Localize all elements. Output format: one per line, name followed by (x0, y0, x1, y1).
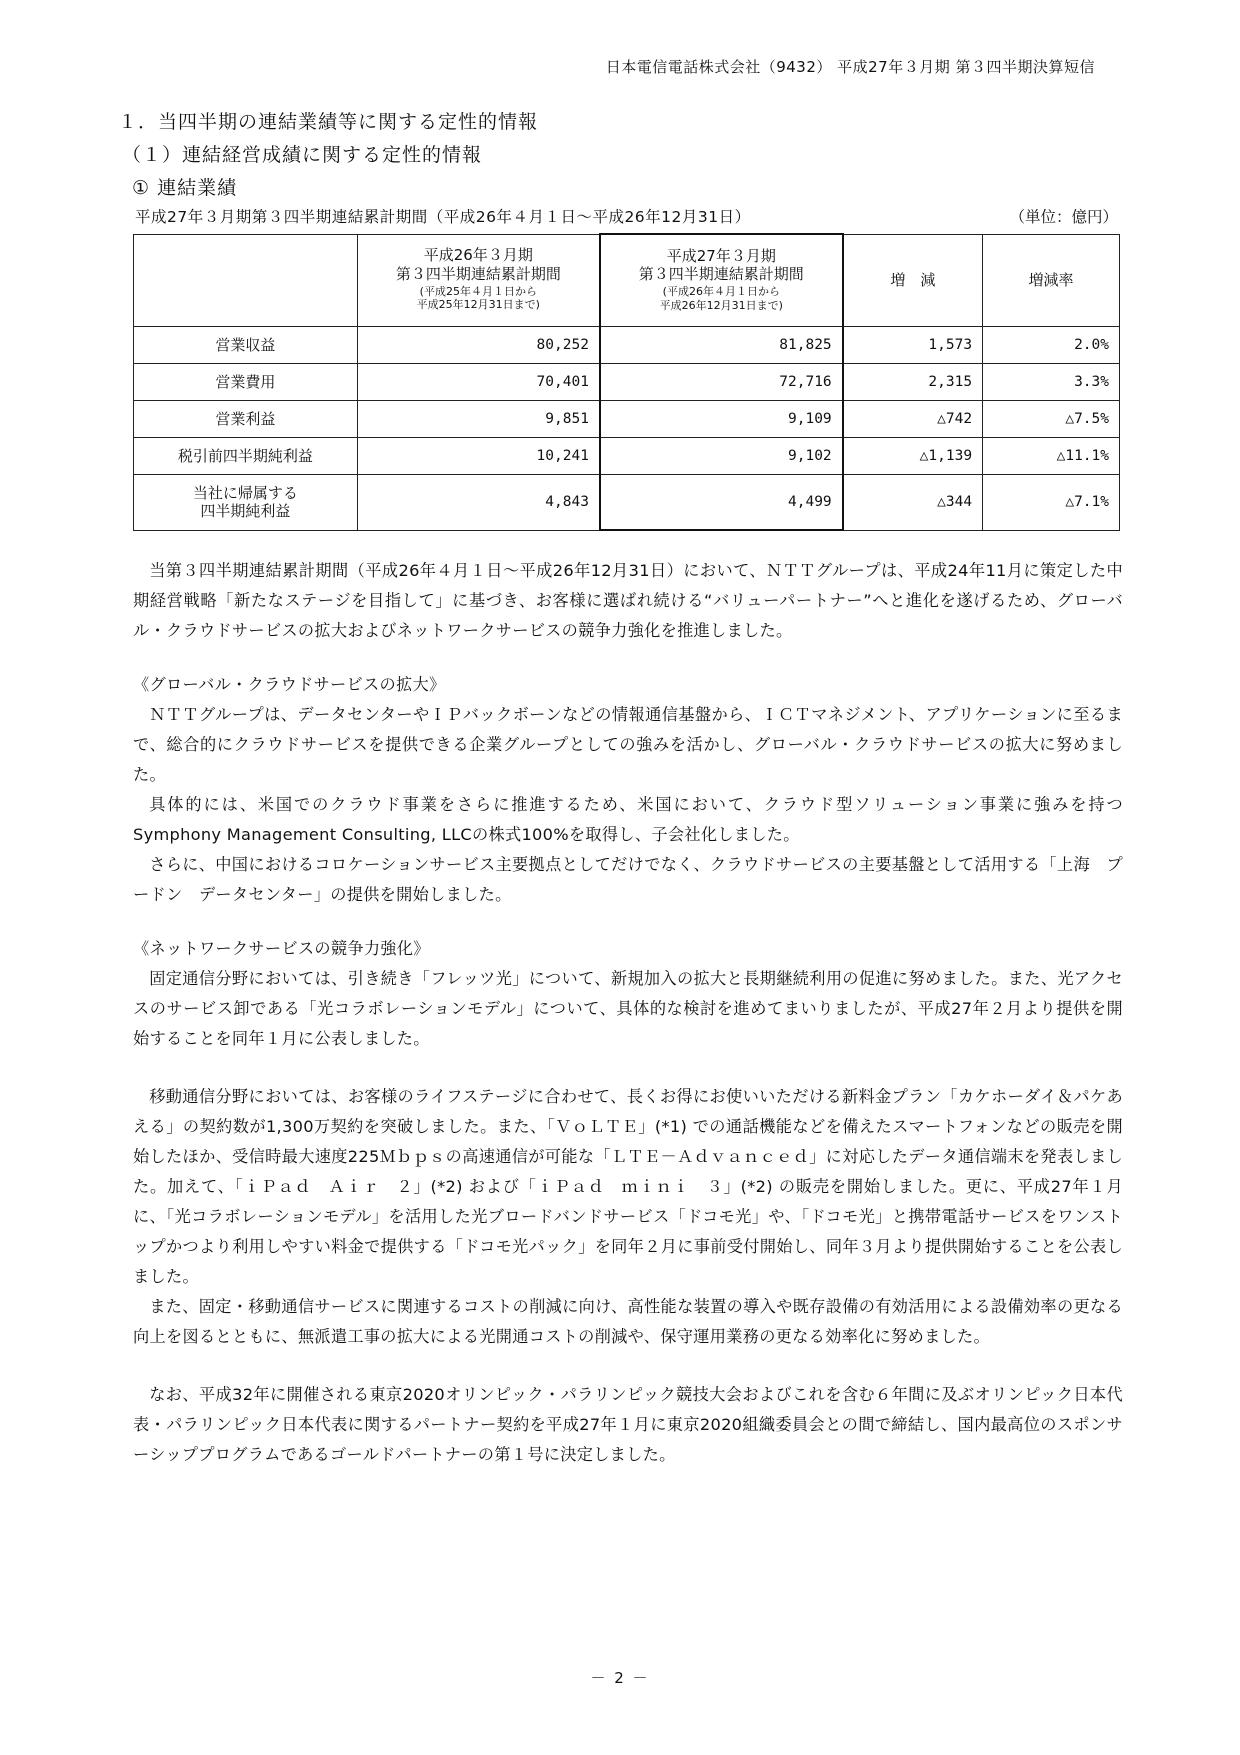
consolidated-results-table (133, 233, 1120, 531)
change-value: △1,139 (843, 437, 983, 474)
header-curr-period (600, 234, 843, 326)
curr-value: 81,825 (600, 326, 843, 363)
table-row (134, 363, 1120, 400)
rate-value: △7.1% (983, 474, 1120, 530)
cloud-paragraph-3: さらに、中国におけるコロケーションサービス主要拠点としてだけでなく、クラウドサービスの主要基盤として活用する「上海 プードン データセンター」の提供を開始しました。 (133, 855, 1123, 904)
prev-value: 4,843 (357, 474, 600, 530)
prev-period-range-end: 平成25年12月31日まで) (416, 298, 540, 312)
sub-subsection-heading: ① 連結業績 (132, 177, 238, 199)
subsection-heading: （１）連結経営成績に関する定性的情報 (122, 144, 483, 166)
intro-paragraph: 当第３四半期連結累計期間（平成26年４月１日～平成26年12月31日）において、ＮＴＴグループは、平成24年11月に策定した中期経営戦略「新たなステージを目指して」に基づき、お客様に選ばれ続ける“バリューパートナー”へと進化を遂げるため、グローバル・クラウドサービスの拡大およびネットワークサービスの競争力強化を推進しました。 (133, 561, 1123, 640)
curr-period-subtitle: 第３四半期連結累計期間 (638, 265, 804, 284)
page-number: － 2 － (590, 1669, 650, 1687)
unit-label: （単位：億円） (1009, 208, 1118, 226)
header-change: 増 減 (843, 234, 983, 326)
period-caption: 平成27年３月期第３四半期連結累計期間（平成26年４月１日～平成26年12月31日） (135, 208, 751, 226)
prev-period-title: 平成26年３月期 (423, 246, 533, 265)
row-label: 営業収益 (134, 326, 358, 363)
network-paragraph-1: 固定通信分野においては、引き続き「フレッツ光」について、新規加入の拡大と長期継続利用の促進に努めました。また、光アクセスのサービス卸である「光コラボレーションモデル」について、具体的な検討を進めてまいりましたが、平成27年２月より提供を開始することを同年１月に公表しました。 (133, 969, 1123, 1048)
paragraph-spacer (133, 1054, 1123, 1082)
table-header-row (134, 234, 1120, 326)
table-row (134, 474, 1120, 530)
rate-value: △7.5% (983, 400, 1120, 437)
paragraph-spacer (133, 1352, 1123, 1380)
prev-value: 9,851 (357, 400, 600, 437)
header-prev-period (357, 234, 600, 326)
curr-value: 9,109 (600, 400, 843, 437)
prev-value: 80,252 (357, 326, 600, 363)
change-value: △344 (843, 474, 983, 530)
table-row (134, 326, 1120, 363)
curr-period-range-start: (平成26年４月１日から (662, 285, 780, 298)
mobile-paragraph-2: また、固定・移動通信サービスに関連するコストの削減に向け、高性能な装置の導入や既存設備の有効活用による設備効率の更なる向上を図るとともに、無派遣工事の拡大による光開通コストの削減や、保守運用業務の更なる効率化に努めました。 (133, 1297, 1123, 1346)
prev-period-range-start: (平成25年４月１日から (419, 284, 537, 298)
change-value: 1,573 (843, 326, 983, 363)
body-text (133, 556, 1123, 1470)
change-value: △742 (843, 400, 983, 437)
document-header: 日本電信電話株式会社（9432） 平成27年３月期 第３四半期決算短信 (605, 58, 1095, 76)
rate-value: △11.1% (983, 437, 1120, 474)
table-row (134, 437, 1120, 474)
section-heading: １．当四半期の連結業績等に関する定性的情報 (118, 111, 539, 133)
header-change-rate: 増減率 (983, 234, 1120, 326)
row-label: 営業利益 (134, 400, 358, 437)
olympic-paragraph: なお、平成32年に開催される東京2020オリンピック・パラリンピック競技大会およびこれを含む６年間に及ぶオリンピック日本代表・パラリンピック日本代表に関するパートナー契約を平成27年１月に東京2020組織委員会との間で締結し、国内最高位のスポンサーシッププログラムであるゴールドパートナーの第１号に決定しました。 (133, 1385, 1123, 1464)
row-label: 営業費用 (134, 363, 358, 400)
curr-value: 72,716 (600, 363, 843, 400)
cloud-paragraph-2: 具体的には、米国でのクラウド事業をさらに推進するため、米国において、クラウド型ソリューション事業に強みを持つSymphony Management Consulting, LLCの株式100%を取得し、子会社化しました。 (133, 795, 1123, 844)
table-row (134, 400, 1120, 437)
curr-period-title: 平成27年３月期 (666, 246, 776, 265)
curr-period-range-end: 平成26年12月31日まで) (659, 298, 783, 312)
row-label-line2: 四半期純利益 (200, 502, 291, 520)
cloud-section-heading: 《グローバル・クラウドサービスの拡大》 (133, 675, 446, 694)
prev-period-subtitle: 第３四半期連結累計期間 (395, 265, 561, 283)
header-blank-cell (134, 234, 358, 326)
mobile-paragraph-1: 移動通信分野においては、お客様のライフステージに合わせて、長くお得にお使いいただける新料金プラン「カケホーダイ＆パケあえる」の契約数が1,300万契約を突破しました。また、「ＶｏＬＴＥ」(*1) での通話機能などを備えたスマートフォンなどの販売を開始したほか、受信時最大速度225Ｍｂｐｓの高速通信が可能な「ＬＴＥ－Ａｄｖａｎｃｅｄ」に対応したデータ通信端末を発表しました。加えて、「ｉＰａｄ Ａｉｒ ２」(*2) および「ｉＰａｄ ｍｉｎｉ ３」(*2) の販売を開始しました。更に、平成27年１月に、「光コラボレーションモデル」を活用した光ブロードバンドサービス「ドコモ光」や、「ドコモ光」と携帯電話サービスをワンストップかつより利用しやすい料金で提供する「ドコモ光パック」を同年２月に事前受付開始し、同年３月より提供開始することを公表しました。 (133, 1087, 1123, 1286)
cloud-paragraph-1: ＮＴＴグループは、データセンターやＩＰバックボーンなどの情報通信基盤から、ＩＣＴマネジメント、アプリケーションに至るまで、総合的にクラウドサービスを提供できる企業グループとしての強みを活かし、グローバル・クラウドサービスの拡大に努めました。 (133, 705, 1123, 784)
row-label: 税引前四半期純利益 (134, 437, 358, 474)
change-value: 2,315 (843, 363, 983, 400)
curr-value: 9,102 (600, 437, 843, 474)
rate-value: 2.0% (983, 326, 1120, 363)
network-section-heading: 《ネットワークサービスの競争力強化》 (133, 939, 430, 958)
prev-value: 70,401 (357, 363, 600, 400)
rate-value: 3.3% (983, 363, 1120, 400)
row-label (134, 474, 358, 530)
row-label-line1: 当社に帰属する (192, 484, 298, 502)
curr-value: 4,499 (600, 474, 843, 530)
prev-value: 10,241 (357, 437, 600, 474)
